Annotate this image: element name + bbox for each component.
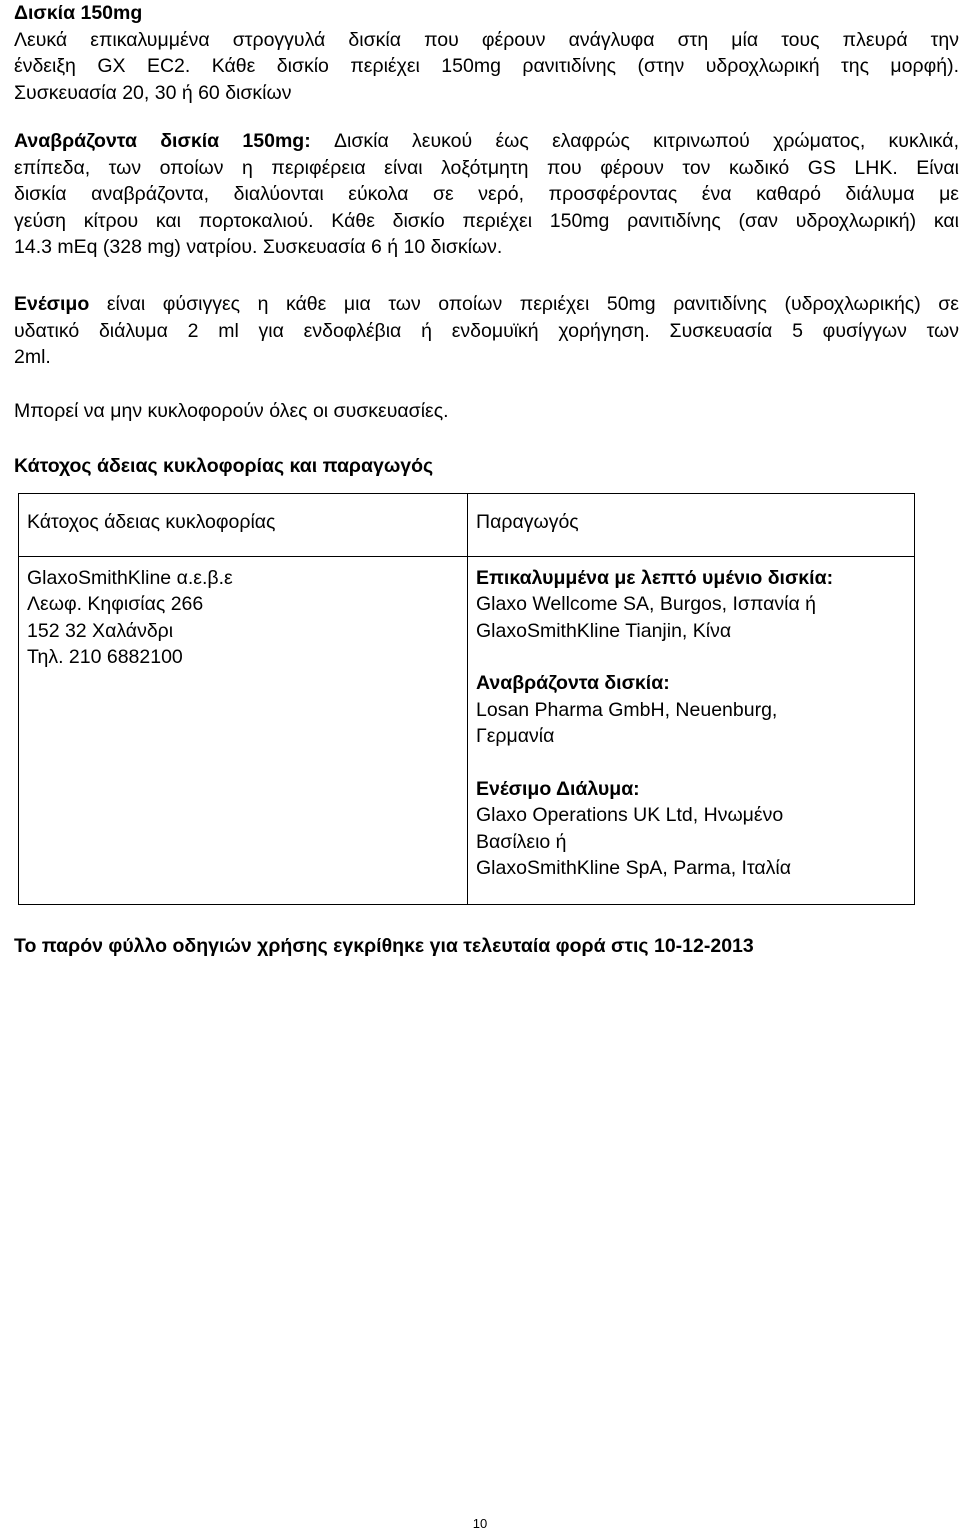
effervescent-line: 14.3 mEq (328 mg) νατρίου. Συσκευασία 6 ή 10 δισκίων. <box>14 236 503 258</box>
holder-phone: Τηλ. 210 6882100 <box>27 646 183 669</box>
holder-details-cell <box>19 556 468 904</box>
effervescent-line: επίπεδα, των οποίων η περιφέρεια είναι λοξότμητη που φέρουν τον κωδικό GS LHK. Είναι <box>14 156 959 179</box>
page-number: 10 <box>472 1516 488 1531</box>
mah-section <box>14 453 959 480</box>
manufacturer-header-cell <box>468 494 915 557</box>
manufacturer-details-cell <box>468 556 915 904</box>
approval-statement: Το παρόν φύλλο οδηγιών χρήσης εγκρίθηκε για τελευταία φορά στις 10-12-2013 <box>14 935 754 957</box>
effervescent-section <box>14 128 959 261</box>
mah-section-heading: Κάτοχος άδειας κυκλοφορίας και παραγωγός <box>14 455 434 477</box>
effervescent-manufacturer-line: Losan Pharma GmbH, Neuenburg, <box>476 698 778 721</box>
holder-street: Λεωφ. Κηφισίας 266 <box>27 593 204 616</box>
availability-section <box>14 398 959 425</box>
holder-header: Κάτοχος άδειας κυκλοφορίας <box>27 511 276 533</box>
injection-line <box>14 291 959 318</box>
injection-line: 2ml. <box>14 346 51 368</box>
injection-text: είναι φύσιγγες η κάθε μια των οποίων περιέχει 50mg ρανιτιδίνης (υδροχλωρικής) σε <box>89 293 959 315</box>
injection-manufacturer-line: GlaxoSmithKline SpA, Parma, Ιταλία <box>476 857 791 880</box>
effervescent-label: Αναβράζοντα δισκία 150mg: <box>14 130 311 152</box>
approval-section <box>14 933 959 960</box>
manufacturer-header: Παραγωγός <box>476 511 579 533</box>
coated-manufacturer-line: Glaxo Wellcome SA, Burgos, Ισπανία ή <box>476 593 817 616</box>
holder-header-cell <box>19 494 468 557</box>
holder-city: 152 32 Χαλάνδρι <box>27 619 174 642</box>
injection-label: Ενέσιμο <box>14 293 90 315</box>
effervescent-line <box>14 128 959 155</box>
tablets-description-line: Λευκά επικαλυμμένα στρογγυλά δισκία που φέρουν ανάγλυφα στη μία τους πλευρά την <box>14 28 959 51</box>
tablets-description-line: ένδειξη GX EC2. Κάθε δισκίο περιέχει 150mg ρανιτιδίνης (στην υδροχλωρική της μορφή). <box>14 55 959 77</box>
effervescent-manufacturer-label: Αναβράζοντα δισκία: <box>476 672 670 695</box>
injection-line: υδατικό διάλυμα 2 ml για ενδοφλέβια ή ενδομυϊκή χορήγηση. Συσκευασία 5 φυσίγγων των <box>14 319 959 342</box>
availability-note: Μπορεί να μην κυκλοφορούν όλες οι συσκευασίες. <box>14 400 449 422</box>
effervescent-text: Δισκία λευκού έως ελαφρώς κιτρινωπού χρώματος, κυκλικά, <box>310 130 959 152</box>
effervescent-manufacturer-line: Γερμανία <box>476 725 555 748</box>
holder-name: GlaxoSmithKline α.ε.β.ε <box>27 566 233 589</box>
injection-manufacturer-line: Βασίλειο ή <box>476 830 567 853</box>
injection-manufacturer-label: Ενέσιμο Διάλυμα: <box>476 777 640 800</box>
effervescent-line: γεύση κίτρου και πορτοκαλιού. Κάθε δισκίο περιέχει 150mg ρανιτιδίνης (σαν υδροχλωρική) και <box>14 209 959 232</box>
coated-tablets-label: Επικαλυμμένα με λεπτό υμένιο δισκία: <box>476 566 834 589</box>
mah-table-body-row <box>19 556 915 904</box>
tablets-section <box>14 0 959 106</box>
effervescent-line: δισκία αναβράζοντα, διαλύονται εύκολα σε νερό, προσφέροντας ένα καθαρό διάλυμα με <box>14 183 959 205</box>
tablets-pack-sizes: Συσκευασία 20, 30 ή 60 δισκίων <box>14 81 292 104</box>
tablets-heading: Δισκία 150mg <box>14 2 143 24</box>
injection-section <box>14 291 959 371</box>
coated-manufacturer-line: GlaxoSmithKline Tianjin, Κίνα <box>476 619 732 642</box>
mah-table <box>18 493 915 905</box>
mah-table-header-row <box>19 494 915 557</box>
injection-manufacturer-line: Glaxo Operations UK Ltd, Ηνωμένο <box>476 804 784 827</box>
